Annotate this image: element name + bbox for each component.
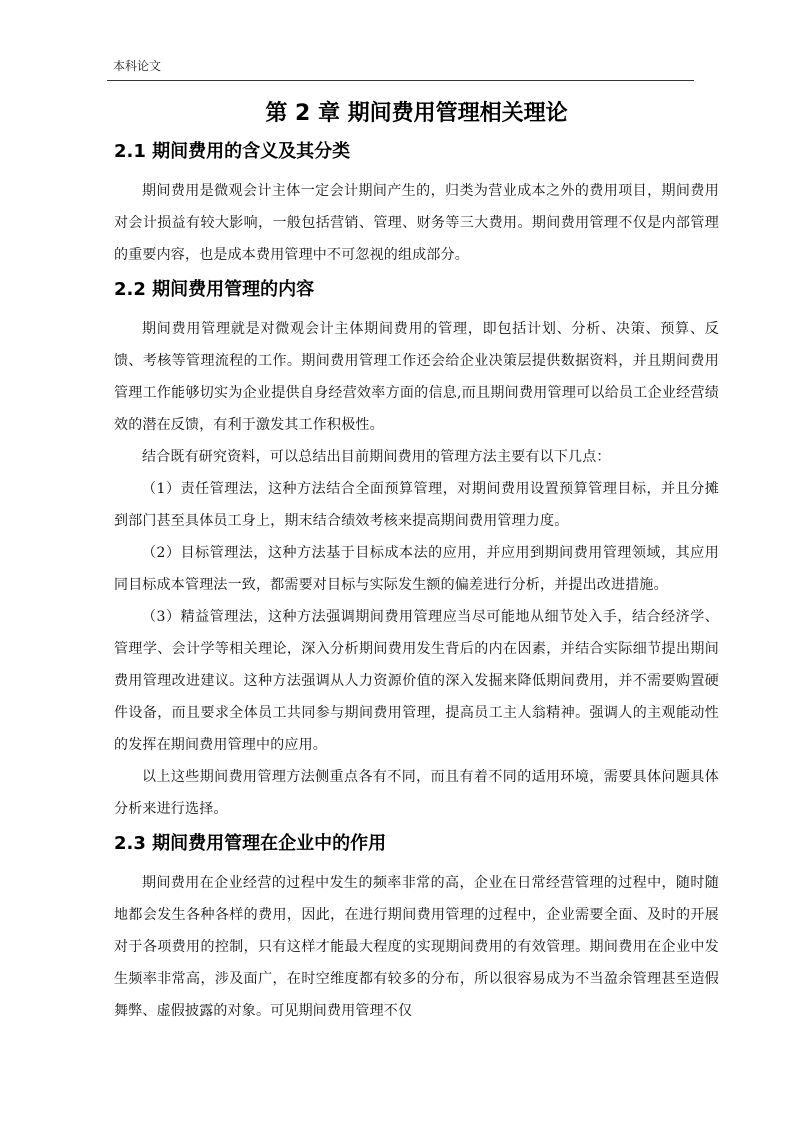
list-item-paragraph: （2）目标管理法，这种方法基于目标成本法的应用，并应用到期间费用管理领域，其应用同目标成本管理法一致，都需要对目标与实际发生额的偏差进行分析，并提出改进措施。 bbox=[114, 545, 719, 593]
header-divider bbox=[107, 80, 694, 81]
page-body bbox=[114, 97, 719, 1027]
section-title: 2.2 期间费用管理的内容 bbox=[114, 279, 315, 300]
list-item-paragraph: （1）责任管理法，这种方法结合全面预算管理，对期间费用设置预算管理目标，并且分摊到部门甚至具体员工身上，期末结合绩效考核来提高期间费用管理力度。 bbox=[114, 481, 719, 529]
section-2-1 bbox=[114, 137, 719, 271]
paragraph: 结合既有研究资料，可以总结出目前期间费用的管理方法主要有以下几点： bbox=[142, 449, 611, 465]
paragraph: 期间费用在企业经营的过程中发生的频率非常的高，企业在日常经营管理的过程中，随时随地都会发生各种各样的费用，因此，在进行期间费用管理的过程中，企业需要全面、及时的开展对于各项费用的控制，只有这样才能最大程度的实现期间费用的有效管理。期间费用在企业中发生频率非常高，涉及面广，在时空维度都有较多的分布，所以很容易成为不当盈余管理甚至造假舞弊、虚假披露的对象。可见期间费用管理不仅 bbox=[114, 875, 719, 1019]
paragraph: 期间费用管理就是对微观会计主体期间费用的管理，即包括计划、分析、决策、预算、反馈、考核等管理流程的工作。期间费用管理工作还会给企业决策层提供数据资料，并且期间费用管理工作能够切实为企业提供自身经营效率方面的信息,而且期间费用管理可以给员工企业经营绩效的潜在反馈，有利于激发其工作积极性。 bbox=[114, 321, 719, 433]
list-item-paragraph: （3）精益管理法，这种方法强调期间费用管理应当尽可能地从细节处入手，结合经济学、管理学、会计学等相关理论，深入分析期间费用发生背后的内在因素，并结合实际细节提出期间费用管理改进建议。这种方法强调从人力资源价值的深入发掘来降低期间费用，并不需要购置硬件设备，而且要求全体员工共同参与期间费用管理，提高员工主人翁精神。强调人的主观能动性的发挥在期间费用管理中的应用。 bbox=[114, 609, 719, 753]
section-2-2 bbox=[114, 275, 719, 825]
paragraph: 以上这些期间费用管理方法侧重点各有不同，而且有着不同的适用环境，需要具体问题具体分析来进行选择。 bbox=[114, 769, 719, 817]
paragraph: 期间费用是微观会计主体一定会计期间产生的，归类为营业成本之外的费用项目，期间费用对会计损益有较大影响，一般包括营销、管理、财务等三大费用。期间费用管理不仅是内部管理的重要内容，也是成本费用管理中不可忽视的组成部分。 bbox=[114, 183, 719, 263]
chapter-title: 第 2 章 期间费用管理相关理论 bbox=[265, 101, 568, 126]
section-2-3 bbox=[114, 829, 719, 1027]
running-header: 本科论文 bbox=[113, 59, 162, 73]
section-title: 2.1 期间费用的含义及其分类 bbox=[114, 141, 351, 162]
section-title: 2.3 期间费用管理在企业中的作用 bbox=[114, 833, 387, 854]
